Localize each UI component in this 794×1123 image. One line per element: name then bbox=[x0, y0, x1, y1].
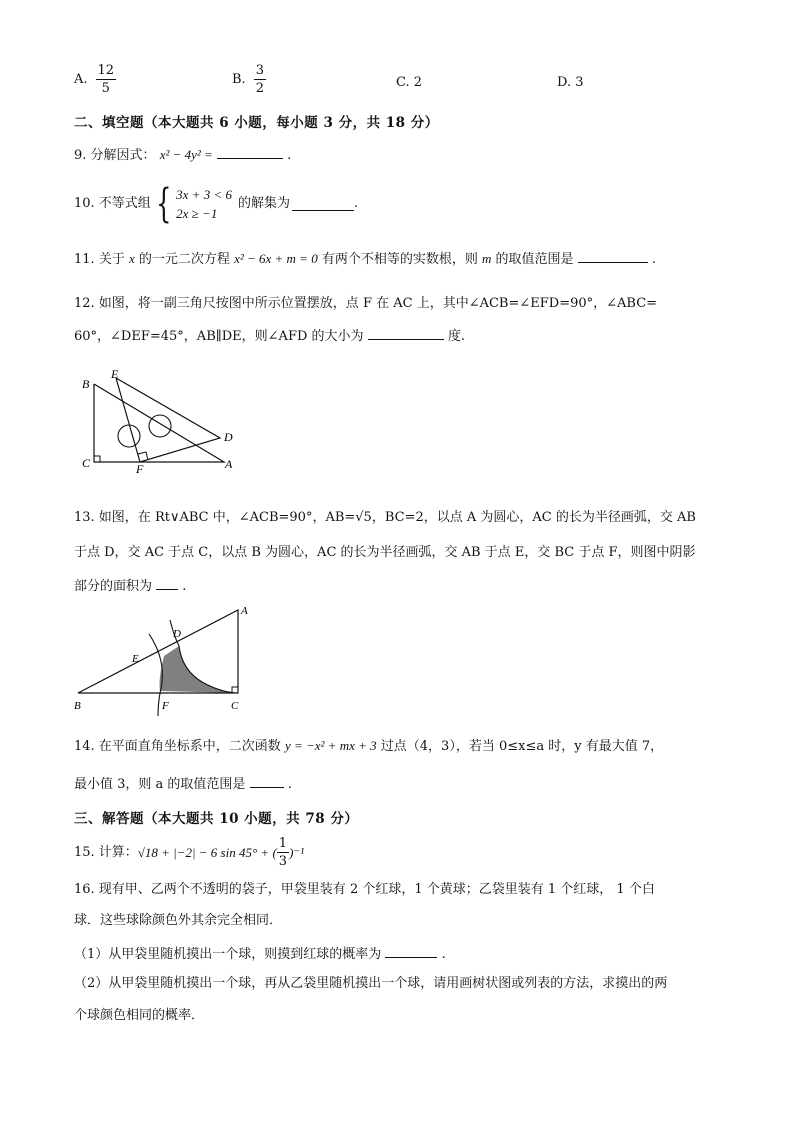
q10-number: 10. bbox=[74, 196, 95, 211]
question-14-line-2 bbox=[74, 775, 292, 793]
question-16-part-2-line-2: 个球颜色相同的概率． bbox=[74, 1008, 205, 1023]
q10-period: . bbox=[354, 196, 359, 211]
fig12-label-c: C bbox=[82, 456, 91, 470]
q9-period: . bbox=[287, 148, 292, 163]
question-13-line-3 bbox=[74, 577, 186, 595]
fig13-shaded-region bbox=[160, 646, 237, 693]
question-15 bbox=[74, 836, 304, 869]
q15-expression: √18 + |−2| − 6 sin 45° + ( bbox=[137, 844, 277, 860]
q11-x: x bbox=[128, 251, 135, 266]
question-16-line-2: 球．这些球除颜色外其余完全相同． bbox=[74, 913, 283, 928]
q9-text: 分解因式： bbox=[90, 148, 156, 163]
question-13-line-1: 13. 如图，在 Rt∨ABC 中，∠ACB=90°，AB=√5，BC=2，以点 A 为圆心，AC 的长为半径画弧，交 AB bbox=[74, 510, 696, 525]
fig12-triangle-efd bbox=[116, 378, 220, 462]
q16-period: . bbox=[441, 947, 446, 962]
option-b-den: 2 bbox=[255, 81, 264, 96]
q11-m: m bbox=[482, 251, 492, 266]
fig12-label-a: A bbox=[225, 457, 233, 471]
option-c: C. 2 bbox=[396, 75, 423, 90]
question-11 bbox=[74, 250, 656, 268]
q15-fraction bbox=[277, 836, 289, 869]
q11-part3: 有两个不相等的实数根，则 bbox=[321, 252, 478, 267]
option-d: D. 3 bbox=[557, 75, 584, 90]
q9-number: 9. bbox=[74, 148, 87, 163]
fig13-label-d: D bbox=[173, 628, 181, 640]
fig12-label-e: E bbox=[111, 367, 119, 381]
q9-expression: x² − 4y² = bbox=[159, 147, 213, 162]
q14-line-2-text: 最小值 3，则 a 的取值范围是 bbox=[74, 777, 246, 792]
q12-answer-blank bbox=[368, 327, 444, 340]
q13-line-3-text: 部分的面积为 bbox=[74, 579, 153, 594]
figure-12 bbox=[76, 366, 246, 474]
q11-number: 11. bbox=[74, 252, 95, 267]
option-b-fraction bbox=[254, 63, 266, 96]
section-2-heading: 二、填空题（本大题共 6 小题，每小题 3 分，共 18 分） bbox=[74, 115, 439, 131]
q9-answer-blank bbox=[217, 146, 283, 159]
option-a-letter: A. bbox=[74, 71, 88, 87]
q10-system bbox=[176, 185, 232, 223]
question-12-line-2 bbox=[74, 327, 465, 345]
q10-text: 不等式组 bbox=[98, 196, 151, 211]
section-3-heading: 三、解答题（本大题共 10 小题，共 78 分） bbox=[74, 811, 359, 827]
q15-text: 计算： bbox=[98, 844, 138, 860]
figure-13 bbox=[70, 600, 260, 718]
q14-line-1a: 14. 在平面直角坐标系中，二次函数 bbox=[74, 739, 281, 754]
question-16-line-1: 16. 现有甲、乙两个不透明的袋子，甲袋里装有 2 个红球，1 个黄球；乙袋里装有 1 个红球， 1 个白 bbox=[74, 882, 655, 897]
fig13-label-a: A bbox=[241, 605, 248, 617]
q16-answer-blank bbox=[385, 945, 437, 958]
option-b-letter: B. bbox=[232, 71, 246, 87]
fig13-label-b: B bbox=[74, 700, 81, 712]
q10-after: 的解集为 bbox=[237, 196, 290, 211]
question-14-line-1 bbox=[74, 738, 663, 755]
q10-brace: { bbox=[155, 181, 172, 227]
q13-period: . bbox=[182, 579, 187, 594]
fig13-label-e: E bbox=[132, 653, 139, 665]
fig12-circle-2 bbox=[149, 415, 171, 437]
option-b bbox=[232, 63, 266, 96]
q10-inequality-1: 3x + 3 < 6 bbox=[176, 187, 232, 202]
fig13-right-angle-c bbox=[232, 687, 238, 693]
q12-unit: 度. bbox=[447, 329, 465, 344]
q12-line-2-text: 60°，∠DEF=45°，AB∥DE，则∠AFD 的大小为 bbox=[74, 329, 364, 344]
option-a bbox=[74, 63, 116, 96]
fig13-label-f: F bbox=[162, 700, 169, 712]
fig12-label-b: B bbox=[82, 377, 90, 391]
q15-exponent: )⁻¹ bbox=[289, 844, 305, 860]
q14-period: . bbox=[287, 777, 292, 792]
q16-part-1-text: （1）从甲袋里随机摸出一个球，则摸到红球的概率为 bbox=[74, 947, 382, 962]
fig12-right-angle-c bbox=[94, 456, 100, 462]
q15-number: 15. bbox=[74, 844, 95, 860]
q15-frac-den: 3 bbox=[278, 854, 288, 869]
q11-period: . bbox=[651, 252, 656, 267]
fig12-triangle-abc bbox=[94, 384, 224, 462]
option-a-num: 12 bbox=[97, 63, 115, 78]
q14-answer-blank bbox=[250, 775, 284, 788]
option-b-num: 3 bbox=[255, 63, 264, 78]
q11-expression: x² − 6x + m = 0 bbox=[234, 251, 318, 266]
fig12-label-f: F bbox=[136, 462, 144, 474]
q10-inequality-2: 2x ≥ −1 bbox=[176, 206, 218, 221]
q11-part1: 关于 bbox=[98, 252, 125, 267]
q11-part4: 的取值范围是 bbox=[495, 252, 574, 267]
q14-expression: y = −x² + mx + 3 bbox=[284, 738, 377, 753]
fig12-label-d: D bbox=[224, 430, 233, 444]
question-9 bbox=[74, 146, 291, 164]
q11-answer-blank bbox=[578, 250, 648, 263]
question-13-line-2: 于点 D，交 AC 于点 C，以点 B 为圆心，AC 的长为半径画弧，交 AB 于点 E，交 BC 于点 F，则图中阴影 bbox=[74, 545, 696, 560]
q10-answer-blank bbox=[292, 198, 354, 211]
q15-frac-num: 1 bbox=[278, 836, 288, 851]
q11-part2: 的一元二次方程 bbox=[138, 252, 230, 267]
fig13-label-c: C bbox=[231, 700, 239, 712]
question-16-part-1 bbox=[74, 945, 446, 963]
question-16-part-2-line-1: （2）从甲袋里随机摸出一个球，再从乙袋里随机摸出一个球，请用画树状图或列表的方法，求摸出的两 bbox=[74, 976, 668, 991]
option-a-den: 5 bbox=[101, 81, 110, 96]
question-10 bbox=[74, 181, 359, 227]
q13-answer-blank bbox=[156, 577, 178, 590]
option-a-fraction bbox=[96, 63, 117, 96]
q14-line-1b: 过点（4，3），若当 0≤x≤a 时，y 有最大值 7， bbox=[380, 739, 664, 754]
fig12-circle-1 bbox=[118, 425, 140, 447]
question-12-line-1: 12. 如图，将一副三角尺按图中所示位置摆放，点 F 在 AC 上，其中∠ACB=∠EFD=90°，∠ABC= bbox=[74, 296, 658, 311]
